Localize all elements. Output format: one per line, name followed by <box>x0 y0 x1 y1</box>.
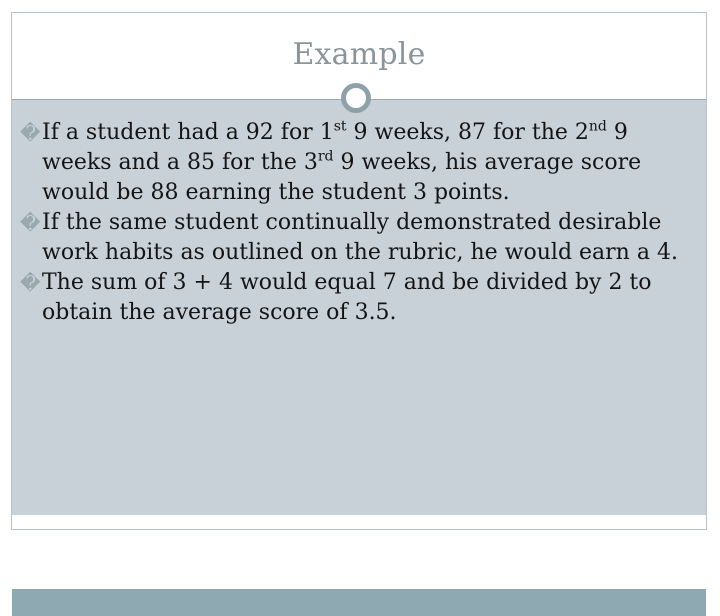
bullet-text-part: 9 weeks, his average score would be 88 earning the student 3 points. <box>42 150 642 205</box>
bullet-item <box>20 208 690 268</box>
ordinal-suffix: rd <box>317 148 334 165</box>
footer-bar <box>12 589 706 616</box>
bullet-text-part: 9 weeks, 87 for the 2 <box>346 120 589 145</box>
bullet-icon: � <box>20 121 41 145</box>
bullet-icon: � <box>20 271 41 295</box>
bullet-text: The sum of 3 + 4 would equal 7 and be divided by 2 to obtain the average score of 3.5. <box>42 270 652 325</box>
slide-title: Example <box>292 37 426 72</box>
bullet-item <box>20 268 690 328</box>
bullet-text: If the same student continually demonstrated desirable work habits as outlined on the rubric, he would earn a 4. <box>42 210 678 265</box>
bullet-list <box>20 118 690 328</box>
bullet-icon: � <box>20 211 41 235</box>
bullet-text-part: If a student had a 92 for 1 <box>42 120 334 145</box>
ordinal-suffix: nd <box>588 118 607 135</box>
circle-ring-icon <box>341 83 371 113</box>
bullet-text <box>42 120 641 205</box>
bullet-text-part: 9 weeks and a 85 for the 3 <box>42 120 628 175</box>
bullet-item <box>20 118 690 208</box>
ordinal-suffix: st <box>333 118 347 135</box>
